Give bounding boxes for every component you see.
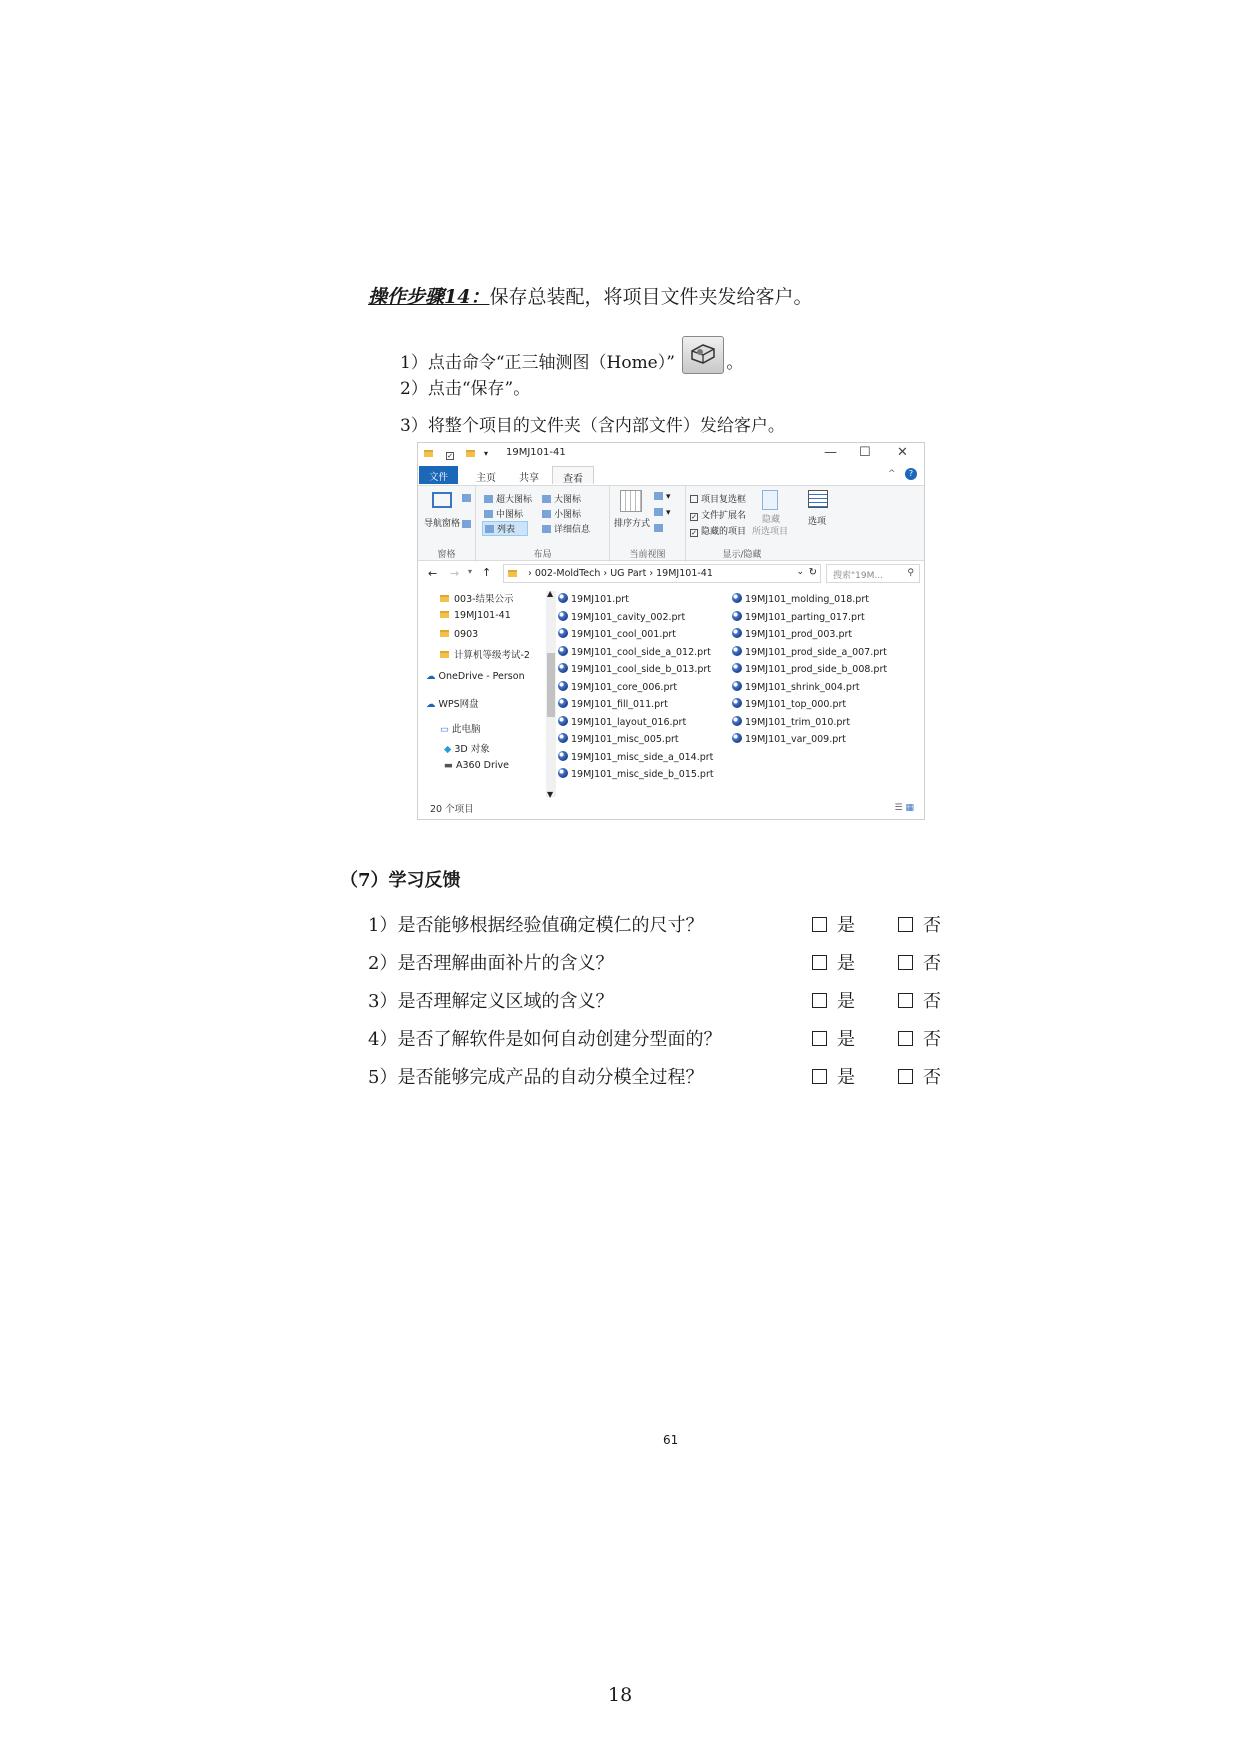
nx-part-icon bbox=[558, 768, 568, 778]
file-item[interactable]: 19MJ101_cool_001.prt bbox=[558, 628, 676, 640]
file-explorer-window bbox=[417, 442, 925, 820]
yes-option[interactable]: 是 bbox=[812, 1063, 855, 1089]
feedback-question-3: 3）是否理解定义区域的含义？ bbox=[368, 991, 614, 1012]
checkbox-icon bbox=[898, 955, 913, 970]
tab-home[interactable]: 主页 bbox=[476, 473, 496, 484]
page-number: 18 bbox=[608, 1684, 633, 1706]
window-title: 19MJ101-41 bbox=[506, 447, 566, 458]
feedback-question-1: 1）是否能够根据经验值确定模仁的尺寸？ bbox=[368, 915, 704, 936]
file-item[interactable]: 19MJ101_prod_side_a_007.prt bbox=[732, 646, 887, 658]
help-icon[interactable]: ? bbox=[905, 468, 917, 480]
search-icon: ⚲ bbox=[907, 568, 914, 578]
drive-icon: ▬ bbox=[444, 760, 453, 771]
selected-items-label: 所选项目 bbox=[752, 527, 789, 537]
nx-part-icon bbox=[732, 593, 742, 603]
nx-part-icon bbox=[558, 663, 568, 673]
forward-icon[interactable]: → bbox=[450, 567, 460, 580]
hidden-items-toggle[interactable]: ✓ 隐藏的项目 bbox=[691, 527, 747, 537]
nx-part-icon bbox=[732, 716, 742, 726]
isometric-view-icon bbox=[682, 336, 724, 374]
nx-part-icon bbox=[558, 698, 568, 708]
file-list bbox=[558, 593, 924, 793]
nx-part-icon bbox=[732, 733, 742, 743]
new-folder-icon[interactable] bbox=[466, 449, 474, 458]
file-item[interactable]: 19MJ101_shrink_004.prt bbox=[732, 681, 860, 693]
folder-icon bbox=[424, 449, 432, 458]
layout-medium-icons[interactable]: 中图标 bbox=[484, 507, 523, 520]
nav-item-folder[interactable]: 0903 bbox=[440, 629, 478, 640]
file-item[interactable]: 19MJ101_trim_010.prt bbox=[732, 716, 850, 728]
sort-icon bbox=[620, 490, 642, 512]
tab-view[interactable]: 查看 bbox=[552, 466, 594, 484]
view-toggle bbox=[895, 803, 914, 813]
nx-part-icon bbox=[558, 646, 568, 656]
title-bar bbox=[418, 443, 924, 465]
layout-details[interactable]: 详细信息 bbox=[542, 522, 590, 535]
ribbon-label-current-view: 当前视图 bbox=[629, 550, 666, 560]
address-folder-icon bbox=[508, 569, 522, 580]
nav-item-folder[interactable]: 003-结果公示 bbox=[440, 591, 514, 605]
nav-item-a360[interactable]: ▬ A360 Drive bbox=[444, 760, 509, 771]
file-item[interactable]: 19MJ101_core_006.prt bbox=[558, 681, 677, 693]
checkbox-icon bbox=[812, 993, 827, 1008]
nx-part-icon bbox=[732, 611, 742, 621]
file-item[interactable]: 19MJ101_parting_017.prt bbox=[732, 611, 865, 623]
breadcrumb-2[interactable]: UG Part bbox=[610, 568, 647, 579]
address-bar[interactable] bbox=[503, 564, 821, 583]
yes-option[interactable]: 是 bbox=[812, 949, 855, 975]
breadcrumb-3[interactable]: 19MJ101-41 bbox=[656, 568, 713, 579]
options-icon bbox=[808, 490, 828, 508]
step-item-2: 2）点击“保存”。 bbox=[400, 379, 531, 399]
file-item[interactable]: 19MJ101_molding_018.prt bbox=[732, 593, 869, 605]
ribbon-group-layout bbox=[476, 486, 610, 562]
nav-item-this-pc[interactable]: ▭ 此电脑 bbox=[440, 724, 481, 735]
nav-item-folder[interactable]: 计算机等级考试-2 bbox=[440, 647, 530, 661]
search-input[interactable] bbox=[826, 564, 920, 583]
search-placeholder: 搜索"19M... bbox=[833, 571, 883, 581]
hide-button[interactable]: 隐藏 bbox=[762, 515, 781, 525]
nav-pane-button[interactable]: 导航窗格 bbox=[424, 519, 461, 529]
back-icon[interactable]: ← bbox=[428, 567, 438, 580]
nx-part-icon bbox=[558, 611, 568, 621]
feedback-question-2: 2）是否理解曲面补片的含义？ bbox=[368, 953, 614, 974]
size-columns-icon[interactable] bbox=[654, 524, 666, 534]
large-icons-view-icon[interactable]: ▦ bbox=[905, 803, 914, 813]
nav-item-folder[interactable]: 19MJ101-41 bbox=[440, 610, 511, 621]
recent-locations-icon[interactable]: ▾ bbox=[468, 567, 473, 576]
yes-option[interactable]: 是 bbox=[812, 1025, 855, 1051]
ribbon-label-layout: 布局 bbox=[533, 550, 552, 560]
cube-icon: ◆ bbox=[444, 744, 452, 755]
minimize-button[interactable]: — bbox=[824, 445, 837, 460]
ribbon-group-current-view bbox=[610, 486, 686, 562]
address-row bbox=[418, 564, 924, 584]
nav-pane-icon bbox=[432, 492, 452, 508]
file-item[interactable]: 19MJ101_cool_side_a_012.prt bbox=[558, 646, 711, 658]
cloud-outline-icon: ☁ bbox=[426, 699, 436, 710]
chevron-down-icon[interactable]: ▾ bbox=[484, 449, 489, 458]
file-item[interactable]: 19MJ101_var_009.prt bbox=[732, 733, 846, 745]
breadcrumb-1[interactable]: 002-MoldTech bbox=[534, 568, 601, 579]
no-option[interactable]: 否 bbox=[898, 949, 941, 975]
step-item-1-end: 。 bbox=[726, 353, 744, 373]
address-dropdown-icon[interactable]: ⌄ bbox=[796, 567, 804, 577]
nx-part-icon bbox=[558, 716, 568, 726]
step-lead: 操作步骤14： bbox=[368, 286, 490, 308]
scroll-down-icon[interactable]: ▼ bbox=[547, 790, 554, 799]
nav-item-onedrive[interactable]: ☁ OneDrive - Person bbox=[426, 671, 525, 682]
navigation-pane bbox=[418, 591, 543, 797]
nx-part-icon bbox=[558, 751, 568, 761]
scroll-up-icon[interactable]: ▲ bbox=[547, 589, 554, 598]
layout-list[interactable]: 列表 bbox=[482, 521, 528, 536]
no-option[interactable]: 否 bbox=[898, 911, 941, 937]
nx-part-icon bbox=[558, 733, 568, 743]
ribbon-tabs bbox=[418, 465, 924, 485]
ribbon bbox=[418, 485, 924, 561]
checkbox-icon bbox=[812, 955, 827, 970]
file-item[interactable]: 19MJ101_misc_side_b_015.prt bbox=[558, 768, 714, 780]
checkbox-icon bbox=[812, 917, 827, 932]
hide-selected-icon bbox=[762, 490, 778, 510]
item-checkboxes-toggle[interactable]: 项目复选框 bbox=[690, 492, 746, 505]
refresh-icon[interactable]: ↻ bbox=[808, 567, 817, 578]
close-button[interactable]: ✕ bbox=[897, 445, 908, 460]
file-item[interactable]: 19MJ101_prod_side_b_008.prt bbox=[732, 663, 887, 675]
status-item-count: 20 个项目 bbox=[430, 804, 474, 815]
nx-part-icon bbox=[732, 646, 742, 656]
inner-page-number: 61 bbox=[663, 1433, 679, 1447]
scrollbar-thumb[interactable] bbox=[547, 653, 555, 717]
nav-item-3d-objects[interactable]: ◆ 3D 对象 bbox=[444, 744, 490, 755]
properties-icon[interactable]: ✓ bbox=[447, 452, 453, 460]
preview-pane-icon[interactable] bbox=[462, 494, 474, 504]
file-item[interactable]: 19MJ101_cool_side_b_013.prt bbox=[558, 663, 711, 675]
nav-scrollbar[interactable] bbox=[546, 591, 556, 797]
nx-part-icon bbox=[558, 628, 568, 638]
ribbon-label-show-hide: 显示/隐藏 bbox=[722, 550, 762, 560]
breadcrumb: › 002-MoldTech › UG Part › 19MJ101-41 bbox=[528, 568, 713, 579]
ribbon-group-options bbox=[798, 486, 842, 562]
nx-part-icon bbox=[558, 593, 568, 603]
step-item-1 bbox=[400, 336, 743, 374]
nx-part-icon bbox=[732, 663, 742, 673]
yes-option[interactable]: 是 bbox=[812, 911, 855, 937]
cloud-icon: ☁ bbox=[426, 671, 436, 682]
nx-part-icon bbox=[732, 681, 742, 691]
step-item-1-text: 1）点击命令“正三轴测图（Home）” bbox=[400, 353, 675, 373]
nx-part-icon bbox=[732, 698, 742, 708]
checkbox-icon bbox=[898, 917, 913, 932]
file-item[interactable]: 19MJ101.prt bbox=[558, 593, 629, 605]
details-pane-icon[interactable] bbox=[462, 520, 474, 530]
no-option[interactable]: 否 bbox=[898, 987, 941, 1013]
tab-file[interactable]: 文件 bbox=[419, 466, 458, 484]
maximize-button[interactable]: ☐ bbox=[859, 445, 871, 460]
file-extensions-toggle[interactable]: ✓ 文件扩展名 bbox=[691, 511, 747, 521]
tab-share[interactable]: 共享 bbox=[519, 473, 539, 484]
add-columns-icon[interactable]: ▾ bbox=[654, 508, 671, 518]
no-option[interactable]: 否 bbox=[898, 1063, 941, 1089]
step-heading bbox=[368, 282, 812, 309]
feedback-question-4: 4）是否了解软件是如何自动创建分型面的？ bbox=[368, 1029, 722, 1050]
nav-item-wps[interactable]: ☁ WPS网盘 bbox=[426, 699, 479, 710]
nx-part-icon bbox=[558, 681, 568, 691]
sort-by-button[interactable]: 排序方式 bbox=[614, 519, 651, 529]
file-item[interactable]: 19MJ101_misc_side_a_014.prt bbox=[558, 751, 713, 763]
file-item[interactable]: 19MJ101_layout_016.prt bbox=[558, 716, 686, 728]
checkbox-icon bbox=[898, 1031, 913, 1046]
feedback-question-5: 5）是否能够完成产品的自动分模全过程？ bbox=[368, 1067, 704, 1088]
nx-part-icon bbox=[732, 628, 742, 638]
no-option[interactable]: 否 bbox=[898, 1025, 941, 1051]
ribbon-label-pane: 窗格 bbox=[437, 550, 456, 560]
collapse-ribbon-icon[interactable]: ^ bbox=[888, 469, 896, 479]
checkbox-icon bbox=[898, 993, 913, 1008]
file-item[interactable]: 19MJ101_cavity_002.prt bbox=[558, 611, 685, 623]
layout-small-icons[interactable]: 小图标 bbox=[542, 507, 581, 520]
file-item[interactable]: 19MJ101_fill_011.prt bbox=[558, 698, 668, 710]
ribbon-group-pane bbox=[418, 486, 476, 562]
details-view-icon[interactable]: ☰ bbox=[894, 803, 903, 813]
options-button[interactable]: 选项 bbox=[808, 517, 827, 527]
file-item[interactable]: 19MJ101_top_000.prt bbox=[732, 698, 846, 710]
step-item-3: 3）将整个项目的文件夹（含内部文件）发给客户。 bbox=[400, 416, 785, 436]
file-item[interactable]: 19MJ101_prod_003.prt bbox=[732, 628, 852, 640]
yes-option[interactable]: 是 bbox=[812, 987, 855, 1013]
checkbox-icon bbox=[898, 1069, 913, 1084]
ribbon-group-show-hide bbox=[686, 486, 798, 562]
group-by-icon[interactable]: ▾ bbox=[654, 492, 671, 502]
file-item[interactable]: 19MJ101_misc_005.prt bbox=[558, 733, 679, 745]
computer-icon: ▭ bbox=[440, 724, 449, 735]
step-text: 保存总装配，将项目文件夹发给客户。 bbox=[489, 286, 813, 308]
checkbox-icon bbox=[812, 1069, 827, 1084]
layout-large-icons[interactable]: 大图标 bbox=[542, 492, 581, 505]
feedback-title: （7）学习反馈 bbox=[340, 870, 461, 891]
up-icon[interactable]: ↑ bbox=[482, 566, 492, 579]
checkbox-icon bbox=[812, 1031, 827, 1046]
layout-extra-large-icons[interactable]: 超大图标 bbox=[484, 492, 532, 505]
